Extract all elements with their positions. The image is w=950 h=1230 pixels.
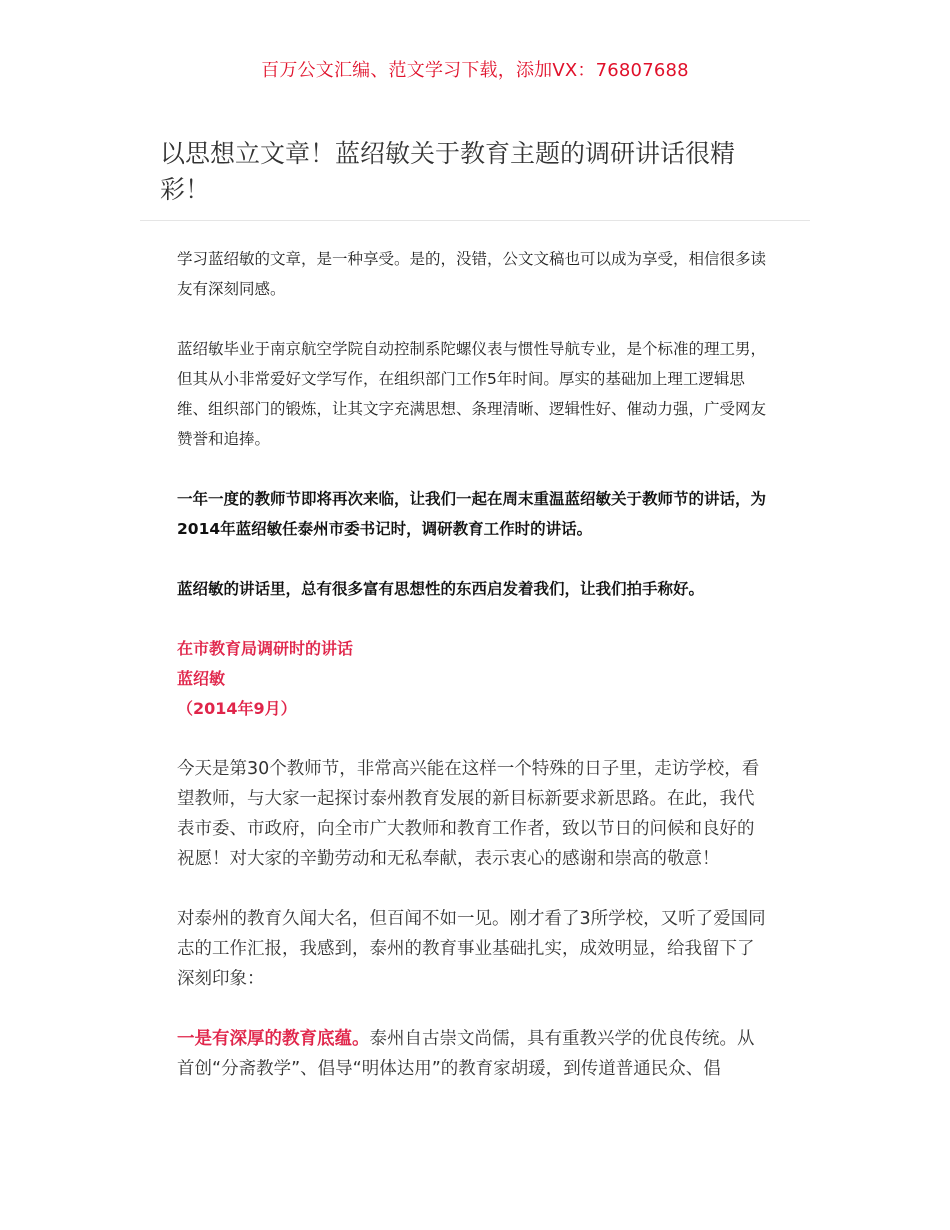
speech-paragraph-3 (177, 1024, 771, 1084)
point-one-text: 泰州自古崇文尚儒，具有重教兴学的优良传统。从首创“分斋教学”、倡导“明体达用”的教育家胡瑗，到传道普通民众、倡 (177, 1029, 755, 1079)
speech-paragraph-2: 对泰州的教育久闻大名，但百闻不如一见。刚才看了3所学校，又听了爱国同志的工作汇报，我感到，泰州的教育事业基础扎实，成效明显，给我留下了深刻印象： (177, 909, 766, 989)
point-one-lead: 一是有深厚的教育底蕴。 (177, 1029, 370, 1049)
intro-paragraph-1: 学习蓝绍敏的文章，是一种享受。是的，没错，公文文稿也可以成为享受，相信很多读友有深刻同感。 (177, 250, 767, 298)
bold-paragraph-2: 蓝绍敏的讲话里，总有很多富有思想性的东西启发着我们，让我们拍手称好。 (177, 580, 705, 598)
article-title: 以思想立文章！蓝绍敏关于教育主题的调研讲话很精彩！ (160, 139, 736, 204)
article-body (177, 244, 771, 1114)
speech-date: （2014年9月） (177, 699, 297, 718)
speech-title: 在市教育局调研时的讲话 (177, 639, 354, 658)
speech-author: 蓝绍敏 (177, 669, 226, 688)
speech-heading (177, 634, 771, 724)
intro-paragraph-2: 蓝绍敏毕业于南京航空学院自动控制系陀螺仪表与惯性导航专业，是个标准的理工男，但其从小非常爱好文学写作，在组织部门工作5年时间。厚实的基础加上理工逻辑思维、组织部门的锻炼，让其文字充满思想、条理清晰、逻辑性好、催动力强，广受网友赞誉和追捧。 (177, 340, 767, 448)
title-divider (140, 220, 810, 221)
speech-paragraph-1: 今天是第30个教师节，非常高兴能在这样一个特殊的日子里，走访学校，看望教师，与大家一起探讨泰州教育发展的新目标新要求新思路。在此，我代表市委、市政府，向全市广大教师和教育工作者，致以节日的问候和良好的祝愿！对大家的辛勤劳动和无私奉献，表示衷心的感谢和崇高的敬意！ (177, 759, 760, 869)
bold-paragraph-1: 一年一度的教师节即将再次来临，让我们一起在周末重温蓝绍敏关于教师节的讲话，为2014年蓝绍敏任泰州市委书记时，调研教育工作时的讲话。 (177, 490, 767, 538)
watermark-banner: 百万公文汇编、范文学习下载，添加VX：76807688 (261, 60, 689, 81)
